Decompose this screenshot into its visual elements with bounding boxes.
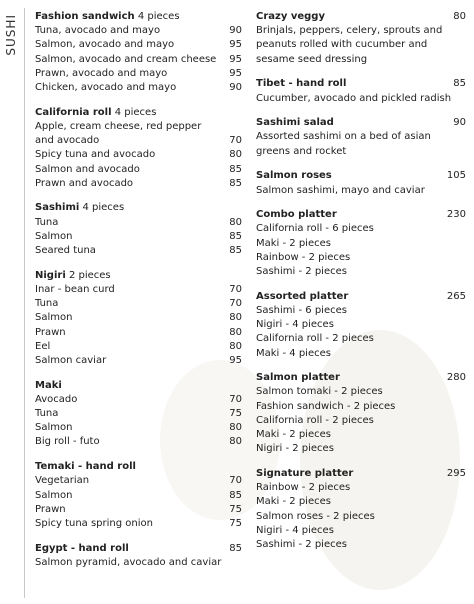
- menu-section-header: [35, 269, 242, 283]
- section-price: 295: [446, 467, 466, 479]
- item-name: Prawn: [35, 503, 66, 515]
- menu-item: [35, 421, 242, 435]
- item-name: Tuna, avocado and mayo: [35, 25, 161, 37]
- menu-section: [256, 208, 466, 279]
- item-name: Salmon and avocado: [35, 163, 140, 175]
- menu-item: [35, 311, 242, 325]
- item-name: Avocado: [35, 393, 78, 405]
- menu-section: [35, 201, 242, 258]
- menu-item: [35, 148, 242, 162]
- menu-section-header: [256, 208, 466, 222]
- item-price: 85: [229, 163, 242, 175]
- item-name: Sashimi - 2 pieces: [256, 266, 347, 278]
- section-note: 4 pieces: [82, 202, 125, 214]
- menu-item: [35, 435, 242, 449]
- item-name: Salmon caviar: [35, 354, 107, 366]
- section-title: Temaki - hand roll: [35, 461, 136, 473]
- menu-section: [35, 269, 242, 368]
- menu-section: [35, 460, 242, 531]
- section-title: Egypt - hand roll: [35, 542, 129, 554]
- section-note: 2 pieces: [68, 269, 111, 281]
- menu-section: [256, 116, 466, 159]
- menu-section-header: [35, 379, 242, 393]
- menu-item: [35, 177, 242, 191]
- section-title-group: [35, 269, 111, 283]
- section-price: 85: [229, 542, 242, 554]
- section-title-group: [35, 201, 124, 215]
- menu-item: [256, 385, 466, 399]
- item-name: Sashimi - 6 pieces: [256, 304, 347, 316]
- item-name: Maki - 2 pieces: [256, 429, 331, 441]
- item-name: Nigiri - 4 pieces: [256, 319, 334, 331]
- item-price: 90: [229, 82, 242, 94]
- item-price: 85: [229, 230, 242, 242]
- item-name: Salmon: [35, 312, 73, 324]
- menu-item: [35, 326, 242, 340]
- item-name: Spicy tuna spring onion: [35, 518, 153, 529]
- item-name: Salmon, avocado and mayo: [35, 39, 175, 51]
- item-name: Prawn and avocado: [35, 177, 134, 189]
- item-name: Sashimi - 2 pieces: [256, 539, 347, 550]
- item-name: Inar - bean curd: [35, 283, 115, 295]
- menu-section: [35, 10, 242, 95]
- menu-item: [256, 524, 466, 538]
- section-title: SUSHI: [4, 14, 18, 56]
- item-name: Salmon tomaki - 2 pieces: [256, 386, 383, 398]
- section-title-group: [35, 460, 136, 474]
- item-price: 70: [229, 135, 242, 147]
- section-price: 230: [446, 209, 466, 221]
- left-menu-column: [35, 10, 242, 581]
- menu-section-header: [256, 467, 466, 481]
- item-name: Prawn, avocado and mayo: [35, 67, 168, 79]
- item-price: 75: [229, 503, 242, 515]
- menu-section-header: [35, 201, 242, 215]
- item-name: Tuna: [35, 408, 59, 420]
- item-price: 75: [229, 518, 242, 529]
- menu-item: [35, 503, 242, 517]
- item-name: Tuna: [35, 298, 59, 310]
- item-name: Prawn: [35, 326, 66, 338]
- item-name: Rainbow - 2 pieces: [256, 251, 351, 263]
- section-title-group: [35, 106, 156, 120]
- section-title-group: [35, 10, 180, 24]
- item-name: Tuna: [35, 216, 59, 228]
- menu-item: [256, 347, 466, 361]
- menu-item: [35, 407, 242, 421]
- item-price: 95: [229, 354, 242, 366]
- menu-item: [35, 297, 242, 311]
- item-name: Chicken, avocado and mayo: [35, 82, 177, 94]
- item-price: 70: [229, 298, 242, 310]
- menu-item: [256, 237, 466, 251]
- menu-section-header: [35, 460, 242, 474]
- section-title-group: [256, 467, 353, 481]
- menu-section-header: [256, 77, 466, 91]
- menu-section: [35, 542, 242, 570]
- item-name: Nigiri - 4 pieces: [256, 524, 334, 536]
- section-title: Salmon roses: [256, 170, 332, 182]
- section-title: Salmon platter: [256, 372, 340, 384]
- section-title: Maki: [35, 379, 62, 391]
- menu-item: [35, 489, 242, 503]
- item-price: 80: [229, 340, 242, 352]
- section-price: 105: [446, 170, 466, 182]
- item-name: Salmon roses - 2 pieces: [256, 510, 375, 522]
- menu-item: [35, 163, 242, 177]
- right-menu-column: [256, 10, 466, 563]
- item-name: Vegetarian: [35, 475, 90, 487]
- item-name: Big roll - futo: [35, 436, 100, 448]
- menu-item: [256, 538, 466, 552]
- section-title: Sashimi: [35, 202, 80, 214]
- section-note: 4 pieces: [137, 11, 180, 22]
- menu-section: [35, 379, 242, 450]
- menu-item: [256, 318, 466, 332]
- item-name: Maki - 4 pieces: [256, 347, 331, 359]
- item-price: [221, 556, 245, 570]
- section-price: 80: [453, 11, 466, 22]
- section-title-group: [256, 169, 332, 183]
- section-title-group: [256, 10, 325, 24]
- menu-item: [35, 354, 242, 368]
- menu-item: [35, 81, 242, 95]
- menu-section-header: [256, 371, 466, 385]
- section-price: 90: [453, 117, 466, 129]
- menu-item: [256, 414, 466, 428]
- item-price: 70: [229, 283, 242, 295]
- menu-section: [256, 467, 466, 552]
- section-title: Fashion sandwich: [35, 11, 135, 22]
- item-description: Salmon sashimi, mayo and caviar: [256, 184, 425, 196]
- menu-section: [35, 106, 242, 191]
- item-price: 80: [229, 216, 242, 228]
- section-title-group: [256, 208, 337, 222]
- item-price: 80: [229, 149, 242, 161]
- menu-section: [256, 290, 466, 361]
- menu-item: [35, 120, 242, 134]
- item-name: California roll - 2 pieces: [256, 414, 374, 426]
- section-title-group: [35, 542, 129, 556]
- item-name: Rainbow - 2 pieces: [256, 482, 351, 494]
- section-title: Crazy veggy: [256, 11, 325, 22]
- section-price: 280: [446, 372, 466, 384]
- item-name: Salmon pyramid, avocado and caviar: [35, 556, 222, 568]
- item-name: Salmon: [35, 422, 73, 434]
- item-price: [218, 120, 242, 134]
- menu-item: [256, 265, 466, 279]
- section-title-group: [256, 290, 348, 304]
- item-name: Maki - 2 pieces: [256, 237, 331, 249]
- item-price: 95: [229, 53, 242, 65]
- menu-item: [256, 304, 466, 318]
- item-price: 70: [229, 475, 242, 487]
- item-name: Salmon, avocado and cream cheese: [35, 53, 217, 65]
- item-price: 80: [229, 422, 242, 434]
- section-title: California roll: [35, 106, 112, 118]
- item-name: and avocado: [35, 135, 100, 147]
- item-description: Cucumber, avocado and pickled radish: [256, 92, 452, 104]
- item-price: 85: [229, 489, 242, 501]
- menu-item: [35, 244, 242, 258]
- menu-item: [256, 222, 466, 236]
- section-title: Nigiri: [35, 269, 66, 281]
- item-name: Fashion sandwich - 2 pieces: [256, 400, 396, 412]
- section-title-group: [256, 77, 346, 91]
- item-name: Seared tuna: [35, 245, 96, 257]
- divider: [24, 8, 25, 598]
- section-title: Combo platter: [256, 209, 337, 221]
- section-title-group: [256, 371, 340, 385]
- section-price: 85: [453, 78, 466, 90]
- section-title: Assorted platter: [256, 290, 349, 302]
- menu-section-header: [256, 116, 466, 130]
- item-price: 90: [229, 25, 242, 37]
- item-description: Brinjals, peppers, celery, sprouts and peanuts rolled with cucumber and sesame seed dressing: [256, 25, 443, 65]
- section-title: Sashimi salad: [256, 117, 334, 129]
- item-name: Nigiri - 2 pieces: [256, 443, 334, 455]
- menu-item: [35, 283, 242, 297]
- menu-item: [256, 495, 466, 509]
- item-price: 75: [229, 408, 242, 420]
- menu-section-header: [35, 10, 242, 24]
- menu-section: [256, 169, 466, 197]
- item-price: 85: [229, 177, 242, 189]
- menu-item: [256, 510, 466, 524]
- menu-item: [35, 340, 242, 354]
- section-title-group: [256, 116, 334, 130]
- menu-item: [35, 393, 242, 407]
- section-title-group: [35, 379, 62, 393]
- menu-section-header: [256, 290, 466, 304]
- menu-item: [256, 251, 466, 265]
- item-price: 80: [229, 312, 242, 324]
- item-name: Maki - 2 pieces: [256, 496, 331, 508]
- menu-section-header: [256, 10, 466, 24]
- item-description: Assorted sashimi on a bed of asian greens and rocket: [256, 131, 431, 157]
- item-price: 80: [229, 326, 242, 338]
- item-price: 85: [229, 245, 242, 257]
- section-price: 265: [446, 290, 466, 302]
- menu-section: [256, 371, 466, 456]
- menu-item: [35, 67, 242, 81]
- section-title: Tibet - hand roll: [256, 78, 347, 90]
- item-name: Spicy tuna and avocado: [35, 149, 156, 161]
- item-name: California roll - 6 pieces: [256, 223, 374, 235]
- item-price: 70: [229, 393, 242, 405]
- item-price: 95: [229, 67, 242, 79]
- menu-item: [35, 517, 242, 531]
- menu-item: [35, 216, 242, 230]
- menu-item: [256, 442, 466, 456]
- menu-item: [35, 230, 242, 244]
- menu-item: [35, 134, 242, 148]
- item-name: Eel: [35, 340, 51, 352]
- menu-section-header: [35, 106, 242, 120]
- menu-item: [35, 474, 242, 488]
- menu-section-header: [256, 169, 466, 183]
- menu-item: [256, 400, 466, 414]
- menu-item: [35, 24, 242, 38]
- item-name: Salmon: [35, 230, 73, 242]
- menu-item: [256, 481, 466, 495]
- menu-item: [35, 556, 242, 570]
- item-name: Apple, cream cheese, red pepper: [35, 120, 202, 132]
- section-title: Signature platter: [256, 467, 354, 479]
- menu-item: [256, 428, 466, 442]
- item-price: 80: [229, 436, 242, 448]
- item-name: Salmon: [35, 489, 73, 501]
- menu-section-header: [35, 542, 242, 556]
- menu-item: [256, 332, 466, 346]
- menu-item: [35, 38, 242, 52]
- item-name: California roll - 2 pieces: [256, 333, 374, 345]
- section-note: 4 pieces: [114, 106, 157, 118]
- item-price: 95: [229, 39, 242, 51]
- menu-section: [256, 10, 466, 67]
- menu-item: [35, 53, 242, 67]
- menu-section: [256, 77, 466, 105]
